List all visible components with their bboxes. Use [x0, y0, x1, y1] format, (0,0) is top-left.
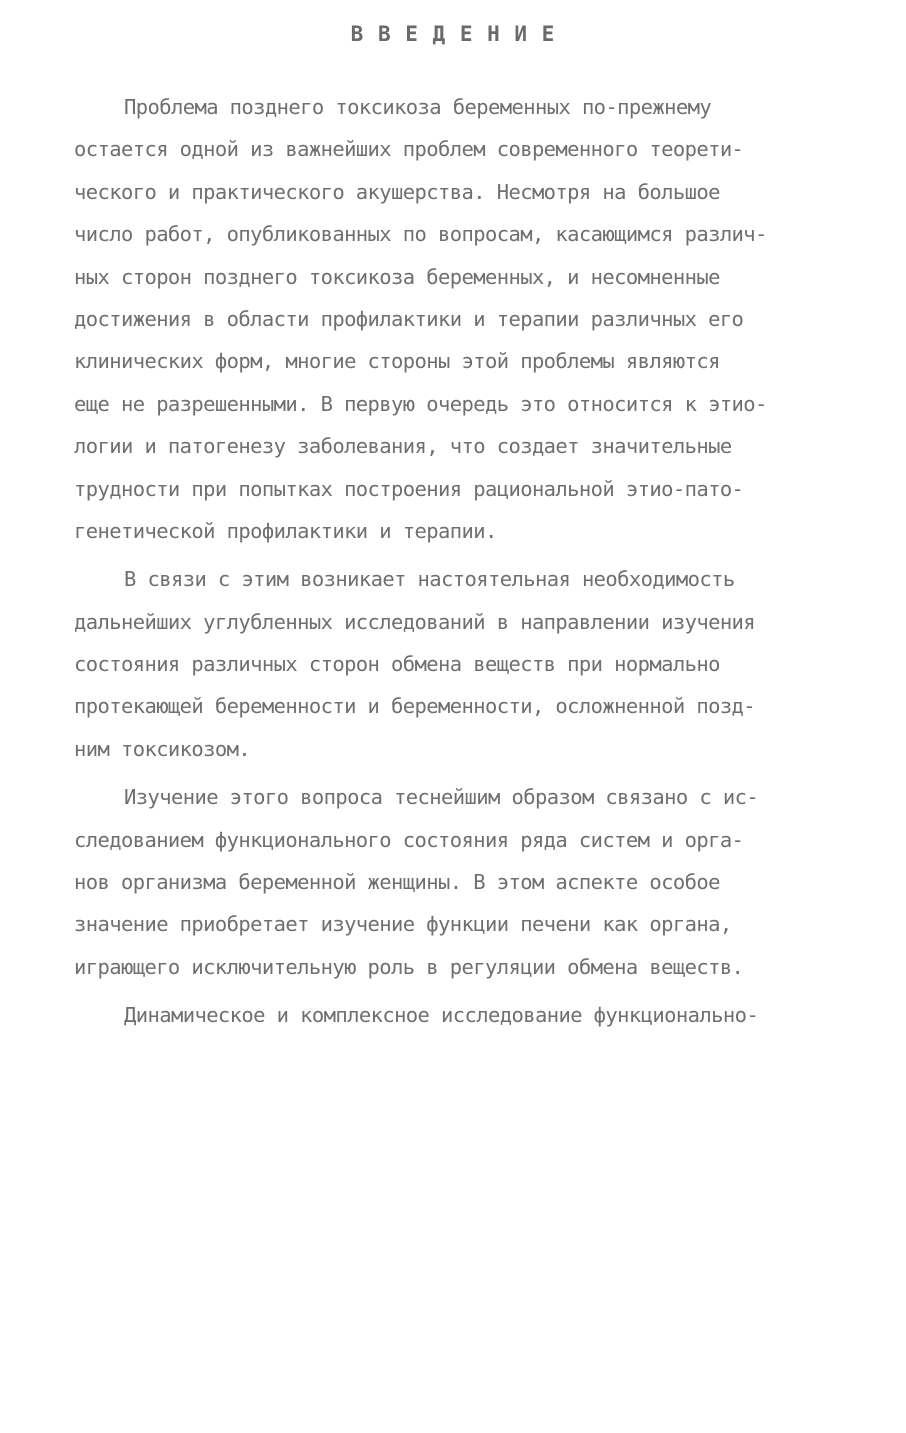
text-line: число работ, опубликованных по вопросам, касающимся различ-	[74, 222, 767, 247]
text-line: нов организма беременной женщины. В этом аспекте особое	[74, 870, 720, 895]
paragraph-4	[74, 994, 864, 1036]
paragraph-2	[74, 558, 864, 770]
text-line: дальнейших углубленных исследований в направлении изучения	[74, 609, 756, 634]
paragraph-1	[74, 86, 864, 552]
text-line: Проблема позднего токсикоза беременных по-прежнему	[124, 95, 712, 119]
text-line: остается одной из важнейших проблем современного теорети-	[74, 137, 744, 162]
body-text	[74, 86, 864, 1043]
text-line: Динамическое и комплексное исследование функционально-	[124, 1003, 759, 1028]
text-line: состояния различных сторон обмена веществ при нормально	[74, 652, 720, 677]
text-line: ных сторон позднего токсикоза беременных, и несомненные	[74, 264, 720, 289]
text-line: генетической профилактики и терапии.	[74, 518, 497, 543]
text-line: логии и патогенезу заболевания, что создает значительные	[74, 434, 732, 459]
text-line: достижения в области профилактики и терапии различных его	[74, 306, 744, 331]
text-line: трудности при попытках построения рациональной этио-пато-	[74, 476, 744, 501]
paragraph-3	[74, 776, 864, 988]
text-line: В связи с этим возникает настоятельная необходимость	[124, 567, 735, 592]
text-line: клинических форм, многие стороны этой проблемы являются	[74, 349, 720, 374]
text-line: играющего исключительную роль в регуляции обмена веществ.	[74, 954, 744, 979]
text-line: следованием функционального состояния ряда систем и орга-	[74, 827, 744, 852]
text-line: Изучение этого вопроса теснейшим образом связано с ис-	[124, 785, 759, 810]
text-line: протекающей беременности и беременности, осложненной позд-	[74, 694, 756, 719]
text-line: ческого и практического акушерства. Несмотря на большое	[74, 179, 720, 204]
text-line: еще не разрешенными. В первую очередь это относится к этио-	[74, 391, 767, 416]
text-line: значение приобретает изучение функции печени как органа,	[74, 912, 732, 937]
section-heading: В В Е Д Е Н И Е	[350, 22, 556, 46]
text-line: ним токсикозом.	[74, 736, 251, 761]
